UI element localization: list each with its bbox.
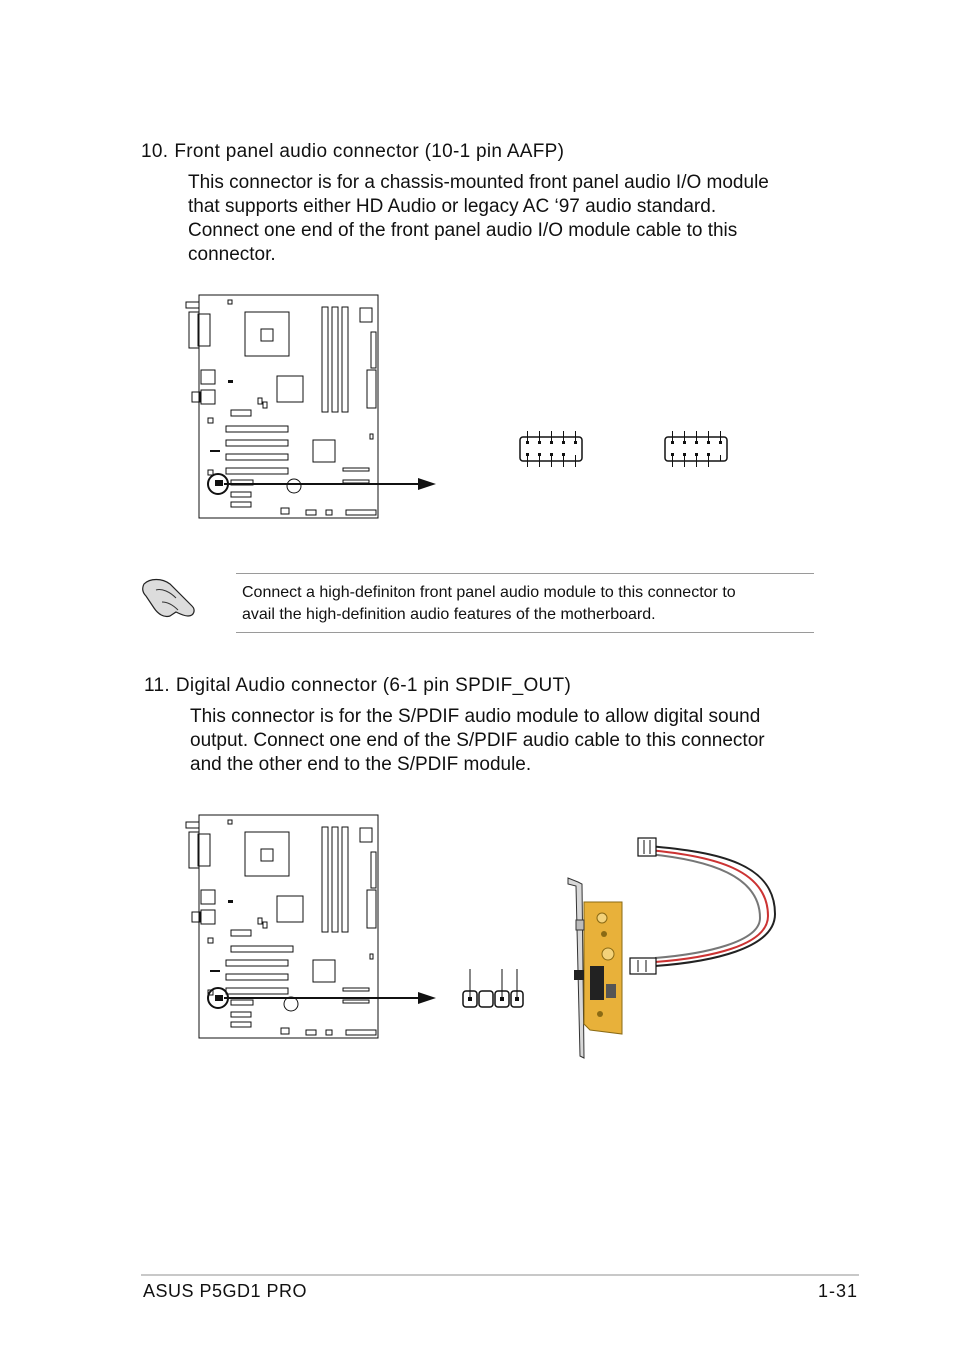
spdif-module-illustration (560, 834, 790, 1064)
section-10-line: This connector is for a chassis-mounted front panel audio I/O module (188, 172, 769, 193)
note-box (236, 573, 814, 633)
section-10-line: connector. (188, 244, 276, 265)
note-line: avail the high-definition audio features of the motherboard. (242, 606, 656, 623)
pointing-hand-icon (140, 572, 200, 622)
section-11-line: output. Connect one end of the S/PDIF audio cable to this connector (190, 730, 765, 751)
section-10-title: Front panel audio connector (10-1 pin AAFP) (174, 141, 565, 162)
section-10-body (188, 171, 769, 267)
section-11-line: This connector is for the S/PDIF audio module to allow digital sound (190, 706, 761, 727)
footer-product-name: ASUS P5GD1 PRO (143, 1281, 308, 1301)
footer-page-number: 1-31 (817, 1281, 858, 1301)
section-11-heading (144, 675, 571, 697)
footer-rule (141, 1274, 859, 1276)
aafp-pin-header-ac97 (663, 431, 729, 467)
aafp-pin-header-hd (518, 431, 584, 467)
motherboard-diagram-spdif (186, 812, 446, 1042)
section-10-heading (141, 141, 564, 163)
section-10-line: that supports either HD Audio or legacy AC ‘97 audio standard. (188, 196, 717, 217)
section-11-body (190, 705, 765, 777)
section-10-number: 10. (141, 141, 169, 162)
motherboard-diagram-aafp (186, 292, 446, 522)
section-10-line: Connect one end of the front panel audio I/O module cable to this (188, 220, 738, 241)
section-11-line: and the other end to the S/PDIF module. (190, 754, 532, 775)
spdif-pin-header (461, 967, 525, 1009)
section-11-title: Digital Audio connector (6-1 pin SPDIF_OUT) (175, 675, 572, 696)
note-line: Connect a high-definiton front panel audio module to this connector to (242, 584, 736, 601)
section-11-number: 11. (144, 675, 170, 696)
